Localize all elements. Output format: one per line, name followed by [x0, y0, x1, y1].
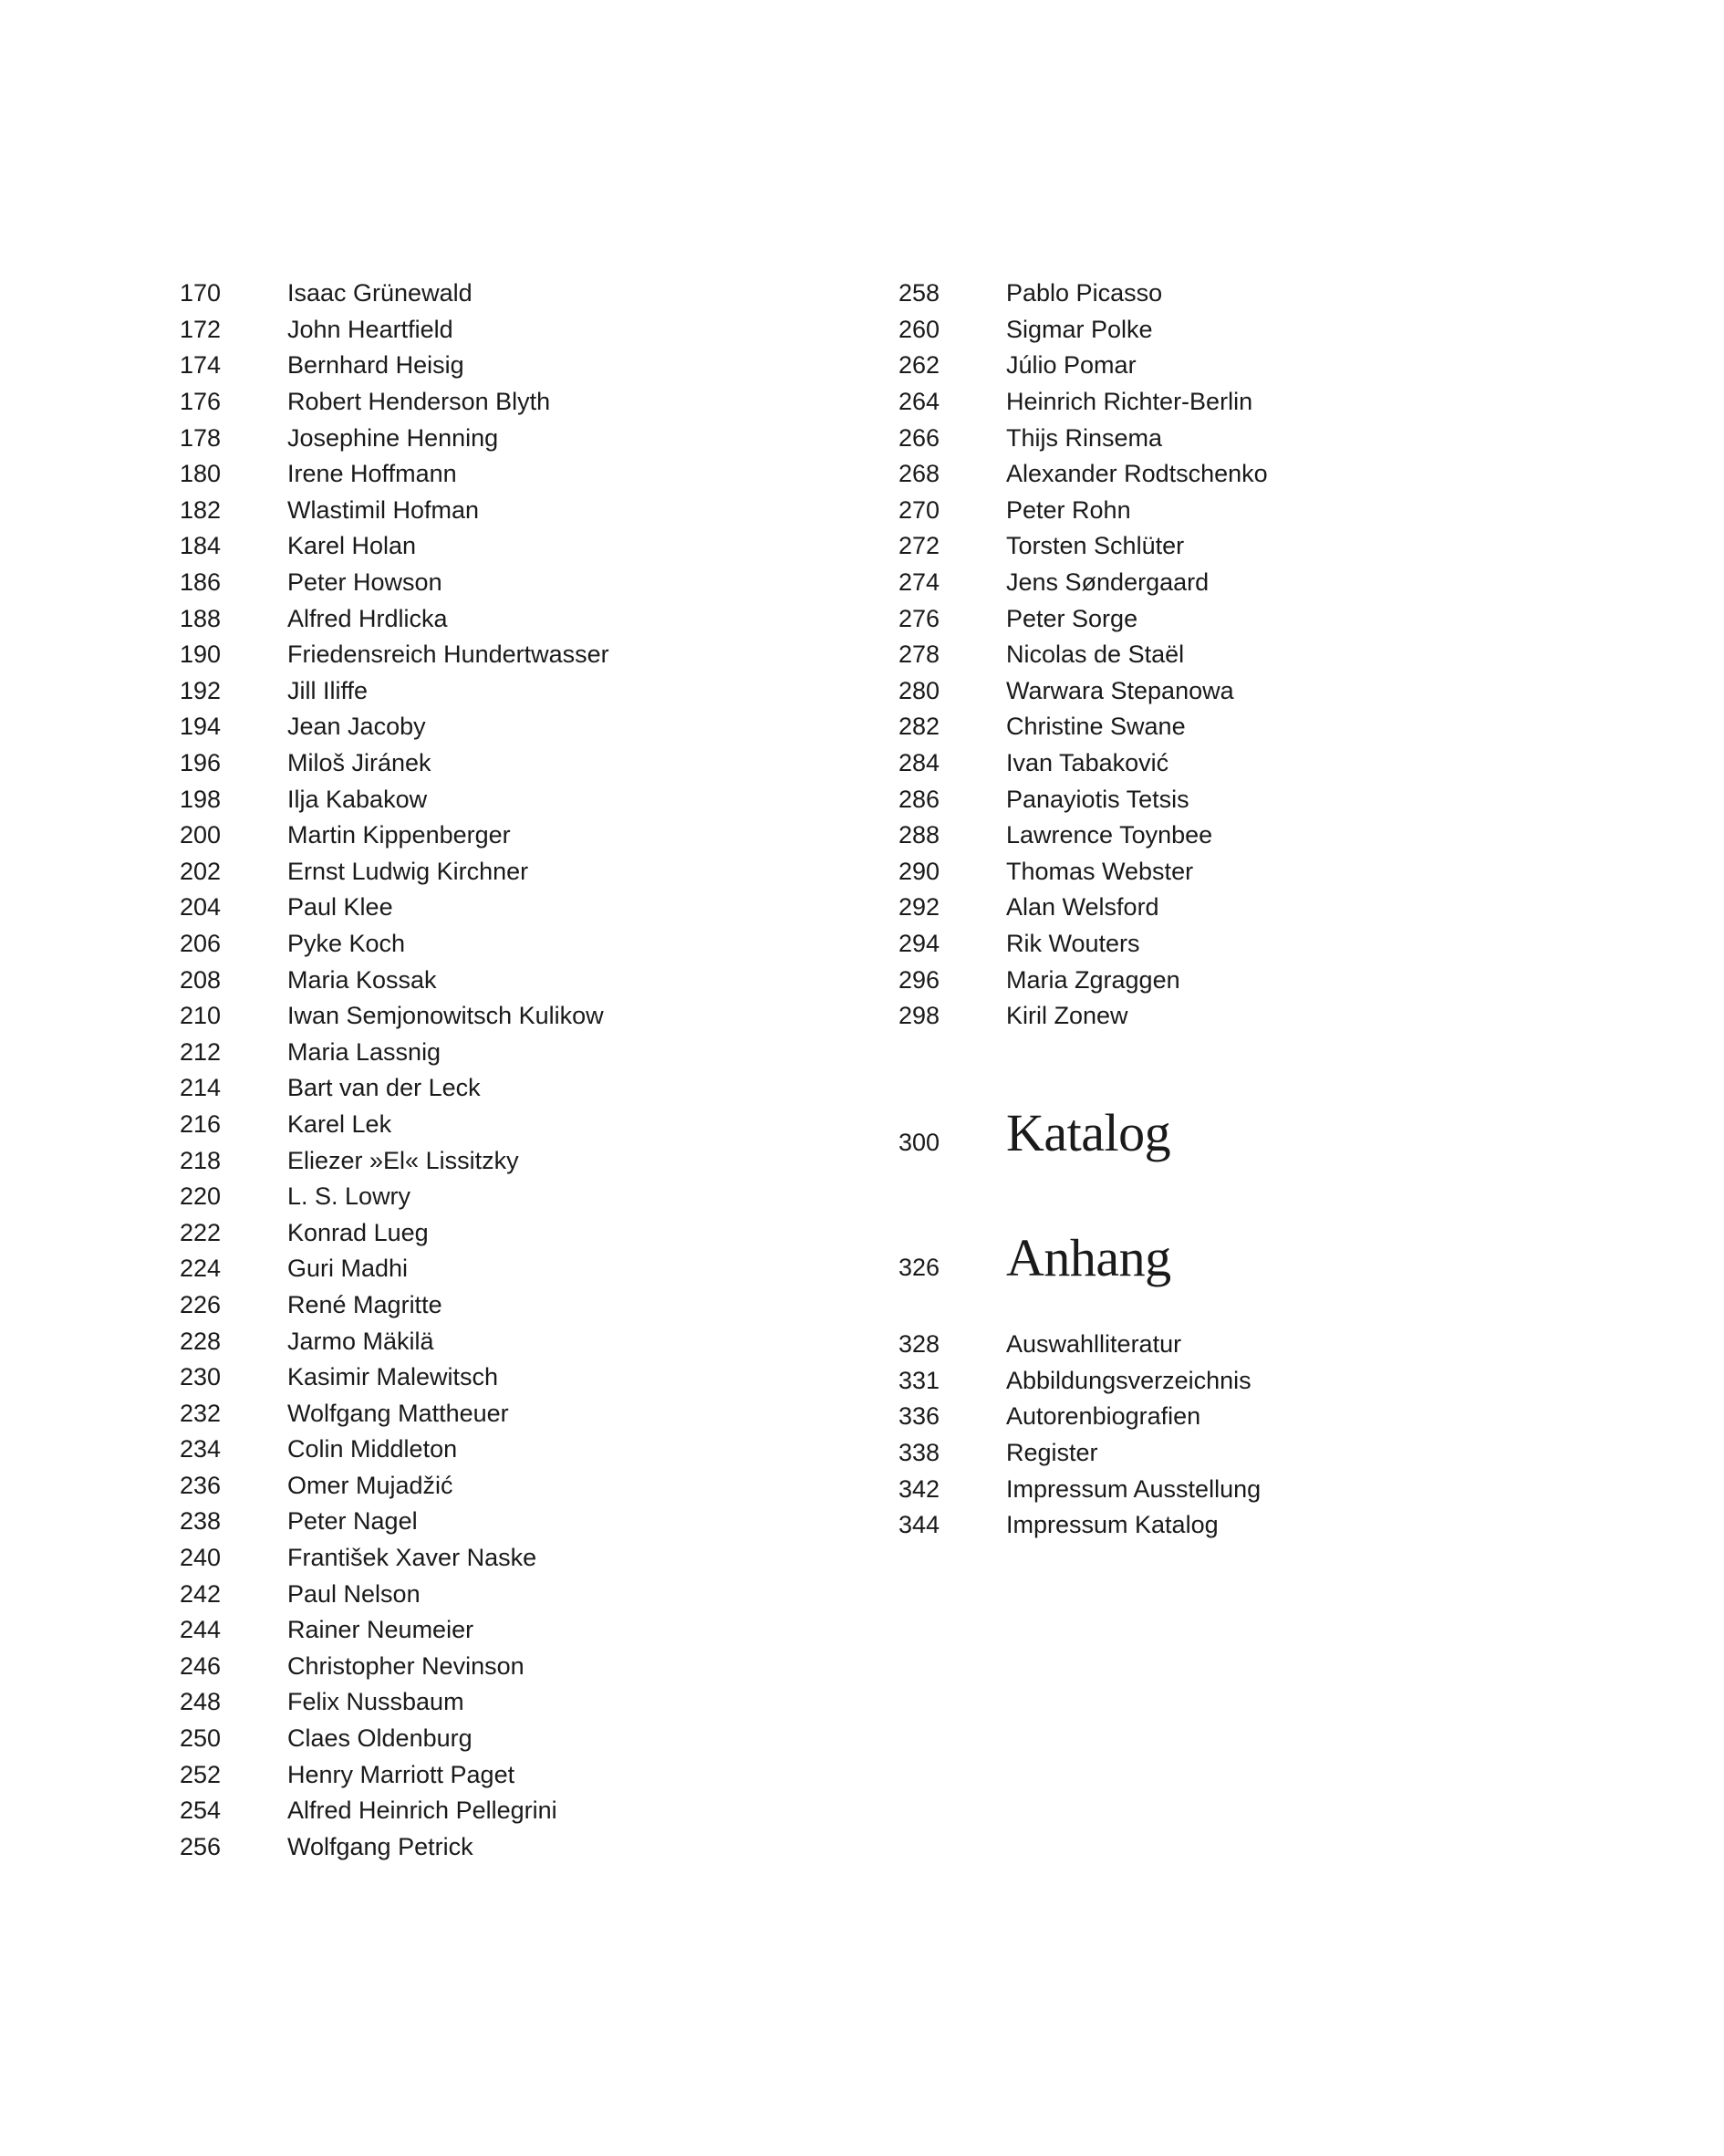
toc-entry [180, 600, 745, 637]
toc-entry-title: Alexander Rodtschenko [1006, 460, 1268, 488]
toc-page-number: 270 [898, 495, 940, 524]
toc-entry-title: Peter Rohn [1006, 495, 1131, 524]
toc-entry-title: Isaac Grünewald [287, 279, 473, 307]
toc-entry-title: Josephine Henning [287, 423, 499, 452]
toc-page-number: 216 [180, 1109, 222, 1138]
toc-page-number: 184 [180, 532, 222, 560]
toc-page-number: 228 [180, 1327, 222, 1355]
toc-entry [898, 926, 1464, 963]
toc-entry [180, 1468, 745, 1505]
toc-page-number: 226 [180, 1290, 222, 1318]
toc-entry [898, 420, 1464, 456]
toc-entry [180, 709, 745, 745]
toc-entry-title: Peter Howson [287, 568, 442, 597]
toc-entry [898, 528, 1464, 565]
toc-entry-title: Alfred Heinrich Pellegrini [287, 1797, 557, 1825]
toc-page-number: 284 [898, 749, 940, 777]
toc-page-number: 172 [180, 315, 222, 343]
toc-entry-title: Christine Swane [1006, 713, 1186, 741]
toc-entry-title: Jill Iliffe [287, 676, 369, 704]
toc-entry-title: Autorenbiografien [1006, 1402, 1201, 1431]
toc-entry [898, 600, 1464, 637]
toc-entry-title: Thijs Rinsema [1006, 423, 1163, 452]
toc-page-number: 198 [180, 785, 222, 813]
toc-entry-title: Claes Oldenburg [287, 1724, 473, 1753]
toc-page-number: 232 [180, 1399, 222, 1427]
toc-page-number: 170 [180, 279, 222, 307]
toc-page-number: 268 [898, 460, 940, 488]
toc-entry-title: Pyke Koch [287, 929, 406, 957]
toc-entry-title: Christopher Nevinson [287, 1651, 524, 1680]
toc-entry [898, 998, 1464, 1035]
toc-entry [180, 745, 745, 782]
toc-entry-title: Rainer Neumeier [287, 1616, 474, 1644]
toc-entry-title: Abbildungsverzeichnis [1006, 1366, 1251, 1394]
toc-page-number: 174 [180, 351, 222, 380]
toc-page-number: 188 [180, 604, 222, 632]
toc-entry [898, 456, 1464, 493]
toc-entry-title: Eliezer »El« Lissitzky [287, 1146, 519, 1174]
toc-page-number: 212 [180, 1037, 222, 1066]
toc-entry [898, 854, 1464, 891]
toc-entry-title: René Magritte [287, 1290, 442, 1318]
toc-entry-title: Torsten Schlüter [1006, 532, 1185, 560]
toc-entry-title: Rik Wouters [1006, 929, 1140, 957]
toc-page-number: 222 [180, 1218, 222, 1246]
toc-entry-title: Maria Zgraggen [1006, 965, 1180, 994]
toc-page-number: 238 [180, 1507, 222, 1536]
toc-page-number: 294 [898, 929, 940, 957]
toc-right-column [898, 276, 1464, 1034]
toc-entry [180, 420, 745, 456]
toc-page-number: 194 [180, 713, 222, 741]
toc-entry [898, 709, 1464, 745]
toc-entry [180, 962, 745, 998]
toc-anhang-list [898, 1327, 1261, 1544]
toc-entry [898, 276, 1464, 312]
toc-page-number: 244 [180, 1616, 222, 1644]
toc-entry-title: Wolfgang Petrick [287, 1832, 473, 1860]
toc-page-number: 254 [180, 1797, 222, 1825]
toc-page-number: 258 [898, 279, 940, 307]
toc-entry [898, 312, 1464, 349]
toc-page-number: 196 [180, 749, 222, 777]
toc-entry-title: Bart van der Leck [287, 1074, 481, 1102]
toc-page-number: 236 [180, 1471, 222, 1499]
toc-entry-title: Maria Kossak [287, 965, 437, 994]
toc-entry [898, 1399, 1261, 1435]
toc-entry-title: Paul Klee [287, 893, 393, 922]
toc-page-number: 180 [180, 460, 222, 488]
toc-entry-title: Auswahlliteratur [1006, 1330, 1182, 1359]
toc-entry-title: Wlastimil Hofman [287, 495, 480, 524]
toc-page-number: 331 [898, 1366, 940, 1394]
toc-page-number: 242 [180, 1579, 222, 1608]
toc-page-number: 342 [898, 1474, 940, 1503]
toc-entry-title: Heinrich Richter-Berlin [1006, 388, 1253, 416]
toc-page-number: 338 [898, 1439, 940, 1467]
toc-entry [180, 1214, 745, 1251]
toc-entry-title: Maria Lassnig [287, 1037, 441, 1066]
toc-entry-title: Ivan Tabaković [1006, 749, 1169, 777]
toc-entry-title: Sigmar Polke [1006, 315, 1153, 343]
toc-entry [898, 781, 1464, 818]
toc-entry-title: Alfred Hrdlicka [287, 604, 448, 632]
toc-page-number: 246 [180, 1651, 222, 1680]
toc-entry-title: Konrad Lueg [287, 1218, 429, 1246]
toc-page-number: 252 [180, 1760, 222, 1788]
toc-entry-title: Pablo Picasso [1006, 279, 1163, 307]
toc-entry [180, 673, 745, 710]
toc-entry [180, 1829, 745, 1866]
toc-page-number: 234 [180, 1435, 222, 1463]
toc-entry [180, 276, 745, 312]
toc-entry [180, 998, 745, 1035]
toc-entry [180, 926, 745, 963]
toc-entry-title: Colin Middleton [287, 1435, 458, 1463]
toc-entry [180, 890, 745, 926]
toc-entry-title: Ernst Ludwig Kirchner [287, 857, 529, 885]
toc-entry-title: Jarmo Mäkilä [287, 1327, 434, 1355]
toc-page-number: 182 [180, 495, 222, 524]
toc-entry-title: Iwan Semjonowitsch Kulikow [287, 1002, 604, 1030]
toc-entry [180, 1504, 745, 1540]
toc-entry [180, 854, 745, 891]
toc-entry-title: Peter Nagel [287, 1507, 418, 1536]
toc-page-number: 202 [180, 857, 222, 885]
toc-entry [180, 456, 745, 493]
toc-entry-title: Panayiotis Tetsis [1006, 785, 1189, 813]
toc-entry-title: František Xaver Naske [287, 1544, 537, 1572]
toc-entry [898, 493, 1464, 529]
toc-entry [180, 1359, 745, 1396]
toc-entry [898, 818, 1464, 854]
toc-page-number: 210 [180, 1002, 222, 1030]
toc-entry-title: Kiril Zonew [1006, 1002, 1128, 1030]
toc-entry [180, 565, 745, 601]
toc-entry-title: John Heartfield [287, 315, 453, 343]
toc-page-number: 292 [898, 893, 940, 922]
toc-entry-title: Nicolas de Staël [1006, 641, 1185, 669]
toc-entry [898, 348, 1464, 384]
section-heading: Katalog [1006, 1103, 1171, 1162]
toc-entry [898, 890, 1464, 926]
toc-entry-title: Warwara Stepanowa [1006, 676, 1234, 704]
section-heading: Anhang [1006, 1228, 1171, 1287]
toc-entry-title: Karel Lek [287, 1109, 392, 1138]
toc-entry [180, 1395, 745, 1432]
toc-entry-title: Omer Mujadžić [287, 1471, 453, 1499]
toc-entry [898, 1327, 1261, 1363]
toc-entry [180, 1179, 745, 1215]
toc-page-number: 296 [898, 965, 940, 994]
toc-entry [180, 1721, 745, 1757]
toc-page-number: 262 [898, 351, 940, 380]
toc-page-number: 200 [180, 821, 222, 849]
toc-entry [180, 1612, 745, 1649]
toc-page-number: 214 [180, 1074, 222, 1102]
toc-entry-title: Lawrence Toynbee [1006, 821, 1213, 849]
toc-page-number: 186 [180, 568, 222, 597]
toc-page-number: 274 [898, 568, 940, 597]
toc-page-number: 336 [898, 1402, 940, 1431]
toc-entry [898, 1471, 1261, 1507]
section-page-number: 326 [898, 1254, 940, 1281]
toc-entry-title: Karel Holan [287, 532, 417, 560]
toc-entry-title: Irene Hoffmann [287, 460, 457, 488]
toc-entry-title: Jens Søndergaard [1006, 568, 1210, 597]
toc-entry [898, 745, 1464, 782]
toc-left-column [180, 276, 745, 1865]
toc-entry-title: Kasimir Malewitsch [287, 1363, 499, 1391]
toc-page-number: 218 [180, 1146, 222, 1174]
toc-entry-title: Impressum Katalog [1006, 1511, 1219, 1539]
toc-entry-title: Friedensreich Hundertwasser [287, 641, 609, 669]
toc-entry-title: Jean Jacoby [287, 713, 426, 741]
toc-entry-title: Miloš Jiránek [287, 749, 431, 777]
toc-entry-title: Felix Nussbaum [287, 1688, 464, 1716]
toc-entry [180, 1576, 745, 1612]
section-anhang [898, 1228, 1171, 1287]
toc-page-number: 190 [180, 641, 222, 669]
toc-entry [180, 637, 745, 673]
toc-entry [180, 1756, 745, 1793]
toc-entry-title: Guri Madhi [287, 1255, 409, 1283]
toc-entry [180, 493, 745, 529]
toc-entry-title: Bernhard Heisig [287, 351, 464, 380]
toc-page-number: 344 [898, 1511, 940, 1539]
toc-entry [180, 1287, 745, 1324]
toc-entry-title: Register [1006, 1439, 1098, 1467]
toc-page-number: 224 [180, 1255, 222, 1283]
toc-page-number: 178 [180, 423, 222, 452]
toc-entry-title: Alan Welsford [1006, 893, 1159, 922]
toc-entry-title: Wolfgang Mattheuer [287, 1399, 509, 1427]
toc-page-number: 276 [898, 604, 940, 632]
toc-entry [898, 565, 1464, 601]
toc-entry [180, 1540, 745, 1577]
toc-page-number: 286 [898, 785, 940, 813]
toc-entry [898, 1435, 1261, 1472]
toc-entry-title: Impressum Ausstellung [1006, 1474, 1262, 1503]
toc-page-number: 176 [180, 388, 222, 416]
toc-entry [898, 673, 1464, 710]
toc-entry [898, 1507, 1261, 1544]
toc-entry [180, 1684, 745, 1721]
toc-entry [180, 1793, 745, 1829]
toc-entry-title: Martin Kippenberger [287, 821, 511, 849]
toc-entry-title: L. S. Lowry [287, 1182, 411, 1211]
toc-entry [180, 1034, 745, 1070]
toc-page-number: 260 [898, 315, 940, 343]
toc-entry-title: Paul Nelson [287, 1579, 421, 1608]
toc-page-number: 282 [898, 713, 940, 741]
toc-page-number: 256 [180, 1832, 222, 1860]
toc-entry [180, 1142, 745, 1179]
toc-page-number: 272 [898, 532, 940, 560]
section-page-number: 300 [898, 1129, 940, 1156]
toc-entry [180, 384, 745, 421]
toc-page-number: 280 [898, 676, 940, 704]
toc-page-number: 204 [180, 893, 222, 922]
toc-page-number: 278 [898, 641, 940, 669]
toc-entry-title: Thomas Webster [1006, 857, 1194, 885]
toc-entry-title: Henry Marriott Paget [287, 1760, 515, 1788]
toc-entry-title: Robert Henderson Blyth [287, 388, 551, 416]
toc-page-number: 230 [180, 1363, 222, 1391]
toc-page-number: 206 [180, 929, 222, 957]
toc-entry [180, 818, 745, 854]
toc-page-number: 288 [898, 821, 940, 849]
toc-page-number: 248 [180, 1688, 222, 1716]
toc-entry [898, 637, 1464, 673]
toc-entry [898, 962, 1464, 998]
toc-entry [180, 1107, 745, 1143]
toc-entry-title: Júlio Pomar [1006, 351, 1137, 380]
toc-entry-title: Peter Sorge [1006, 604, 1138, 632]
toc-entry [180, 781, 745, 818]
toc-entry [180, 312, 745, 349]
toc-page-number: 298 [898, 1002, 940, 1030]
toc-entry [180, 348, 745, 384]
toc-entry-title: Ilja Kabakow [287, 785, 428, 813]
toc-page-number: 240 [180, 1544, 222, 1572]
section-katalog [898, 1103, 1171, 1162]
toc-page-number: 264 [898, 388, 940, 416]
toc-page-number: 220 [180, 1182, 222, 1211]
toc-page-number: 192 [180, 676, 222, 704]
toc-entry [180, 1323, 745, 1359]
toc-entry [180, 1070, 745, 1107]
toc-entry [180, 1251, 745, 1287]
toc-page-number: 266 [898, 423, 940, 452]
toc-entry [180, 1432, 745, 1468]
toc-entry [898, 384, 1464, 421]
toc-page-number: 208 [180, 965, 222, 994]
toc-page-number: 328 [898, 1330, 940, 1359]
toc-page-number: 250 [180, 1724, 222, 1753]
toc-entry [180, 1649, 745, 1685]
toc-entry [898, 1363, 1261, 1400]
toc-entry [180, 528, 745, 565]
toc-page-number: 290 [898, 857, 940, 885]
